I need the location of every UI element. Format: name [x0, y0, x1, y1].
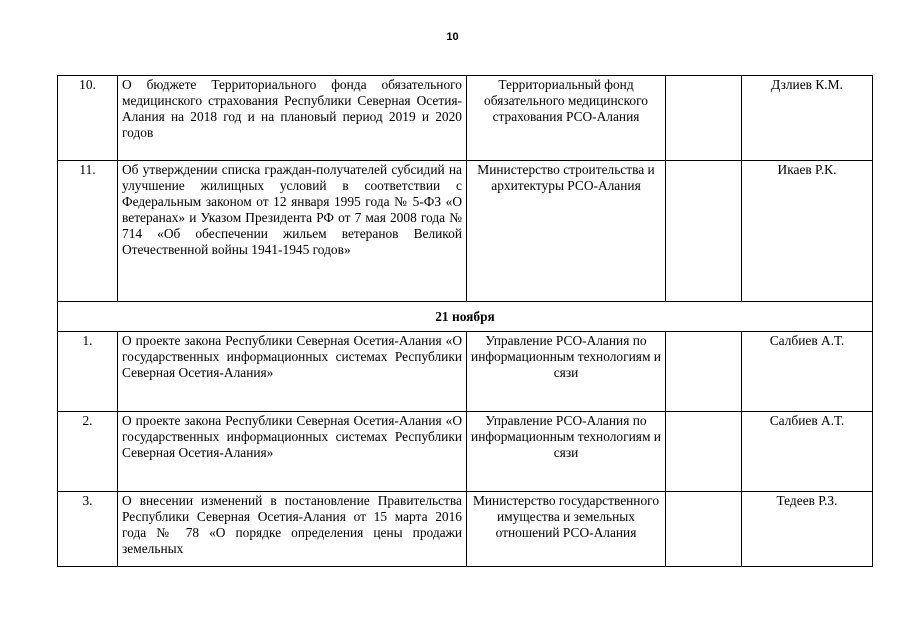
row-title: О внесении изменений в постановление Правительства Республики Северная Осетия-Алания от 15 марта 2016 года № 78 «О порядке определения цены продажи земельных	[118, 492, 467, 567]
section-date: 21 ноября	[58, 302, 873, 332]
row-organization: Управление РСО-Алания по информационным технологиям и сязи	[467, 412, 666, 492]
row-organization: Управление РСО-Алания по информационным технологиям и сязи	[467, 332, 666, 412]
row-empty-cell	[666, 332, 742, 412]
row-title: О проекте закона Республики Северная Осетия-Алания «О государственных информационных системах Республики Северная Осетия-Алания»	[118, 332, 467, 412]
row-empty-cell	[666, 161, 742, 302]
row-organization: Территориальный фонд обязательного медицинского страхования РСО-Алания	[467, 76, 666, 161]
row-number: 10.	[58, 76, 118, 161]
row-responsible: Салбиев А.Т.	[742, 332, 873, 412]
row-number: 2.	[58, 412, 118, 492]
row-responsible: Дзлиев К.М.	[742, 76, 873, 161]
row-empty-cell	[666, 412, 742, 492]
section-header-row	[58, 302, 873, 332]
row-organization: Министерство государственного имущества и земельных отношений РСО-Алания	[467, 492, 666, 567]
row-responsible: Салбиев А.Т.	[742, 412, 873, 492]
row-number: 3.	[58, 492, 118, 567]
row-empty-cell	[666, 492, 742, 567]
table-row	[58, 412, 873, 492]
row-number: 11.	[58, 161, 118, 302]
table-row	[58, 76, 873, 161]
agenda-table	[57, 75, 873, 567]
row-number: 1.	[58, 332, 118, 412]
page-number: 10	[446, 31, 459, 43]
table-row	[58, 332, 873, 412]
table-row	[58, 492, 873, 567]
row-organization: Министерство строительства и архитектуры РСО-Алания	[467, 161, 666, 302]
table-row	[58, 161, 873, 302]
row-empty-cell	[666, 76, 742, 161]
row-title: Об утверждении списка граждан-получателей субсидий на улучшение жилищных условий в соответствии с Федеральным законом от 12 января 1995 года № 5-ФЗ «О ветеранах» и Указом Президента РФ от 7 мая 2008 года № 714 «Об обеспечении жильем ветеранов Великой Отечественной войны 1941-1945 годов»	[118, 161, 467, 302]
row-title: О проекте закона Республики Северная Осетия-Алания «О государственных информационных системах Республики Северная Осетия-Алания»	[118, 412, 467, 492]
row-title: О бюджете Территориального фонда обязательного медицинского страхования Республики Северная Осетия-Алания на 2018 год и на плановый период 2019 и 2020 годов	[118, 76, 467, 161]
row-responsible: Икаев Р.К.	[742, 161, 873, 302]
row-responsible: Тедеев Р.З.	[742, 492, 873, 567]
